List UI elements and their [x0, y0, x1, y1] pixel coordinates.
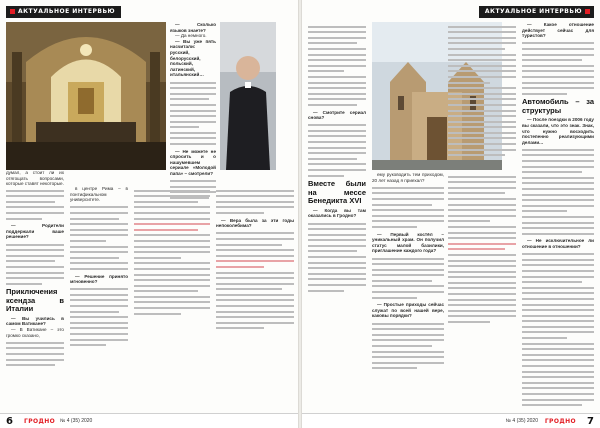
- page-number: 6: [6, 416, 13, 427]
- question-text: — Решение принято мгновенно?: [70, 273, 128, 285]
- right-column-3: [448, 172, 516, 327]
- section-heading: Автомобиль – за структуры: [522, 97, 594, 115]
- rubric-label: [479, 6, 594, 18]
- right-column-1: [308, 22, 366, 295]
- answer-text: — В Ватикане – это громко сказано,: [6, 326, 64, 338]
- question-text: — Вы уже пять насчитали: русский, белорусский, польский, латинский, итальянский…: [170, 38, 216, 78]
- caption-text: думал, а стоит ли их отягощать вопросами, которые ставят некоторые.: [6, 170, 64, 187]
- left-column-1: [6, 186, 64, 370]
- red-square-icon: [10, 9, 15, 14]
- right-column-4: [522, 22, 594, 410]
- rubric-text: АКТУАЛЬНОЕ ИНТЕРВЬЮ: [18, 8, 116, 15]
- body-text-lines: [6, 190, 64, 220]
- right-footer: [302, 413, 600, 428]
- question-text: — Не исключительное ли отношение в отношении?: [522, 238, 594, 249]
- left-caption: [6, 170, 64, 187]
- answer-text: в центре Рима – в понтификальном университете.: [70, 186, 128, 203]
- issue-number: № 4 (35) 2020: [505, 418, 538, 424]
- left-column-3: [134, 186, 210, 318]
- left-page: [0, 0, 298, 428]
- left-column-2: [70, 186, 128, 350]
- answer-text: ему руководить тем приходом, 20 лет назад я приехал?: [372, 172, 444, 183]
- question-text: — Какое отношение действует сейчас для туристов?: [522, 22, 594, 39]
- right-column-top-mid: [448, 22, 516, 160]
- right-column-2: [372, 172, 444, 373]
- answer-text: — Да немного.: [175, 33, 207, 39]
- right-page: [302, 0, 600, 428]
- question-text: — Первый костёл – уникальный храм. Он получил статус малой базилики, приглашение каждого года?: [372, 231, 444, 254]
- rubric-label: [6, 6, 121, 18]
- left-column-4: [216, 22, 292, 172]
- question-text: — Сколько языков знаете?: [170, 22, 216, 33]
- question-text: — Смотрите сериал снова?: [308, 109, 366, 121]
- question-text: — Не можете не спросить и о нашумевшем сериале «Молодой папа» – смотрели?: [170, 148, 216, 177]
- rubric-text: АКТУАЛЬНОЕ ИНТЕРВЬЮ: [484, 8, 582, 15]
- question-text: — После поездки в 2006 году вы сказали, что это знак. Знак, что нужно восходить постепенно реализующими делами...: [522, 117, 594, 145]
- left-footer: [0, 413, 298, 428]
- question-text: — Простые приходы сейчас служат по всей нашей вере, каковы порядки?: [372, 302, 444, 319]
- magazine-brand: ГРОДНО: [24, 418, 56, 425]
- question-text: — Вы учились в самом Ватикане?: [6, 315, 64, 327]
- page-number: 7: [587, 416, 594, 427]
- issue-number: № 4 (35) 2020: [60, 418, 93, 424]
- left-column-far: [170, 22, 216, 203]
- section-heading: Приключения ксендза в Италии: [6, 287, 64, 314]
- red-square-icon: [585, 9, 590, 14]
- magazine-brand: ГРОДНО: [544, 418, 576, 425]
- question-text: — Когда вы там оказались в Гродно?: [308, 207, 366, 219]
- question-text: — Родители поддержали ваше решение?: [6, 223, 64, 240]
- church-interior-photo: [6, 22, 166, 170]
- left-column-5: [216, 186, 294, 333]
- section-heading: Вместе были на мессе Бенедикта XVI: [308, 179, 366, 206]
- question-text: — Вера была за эти годы непоколебима?: [216, 217, 294, 229]
